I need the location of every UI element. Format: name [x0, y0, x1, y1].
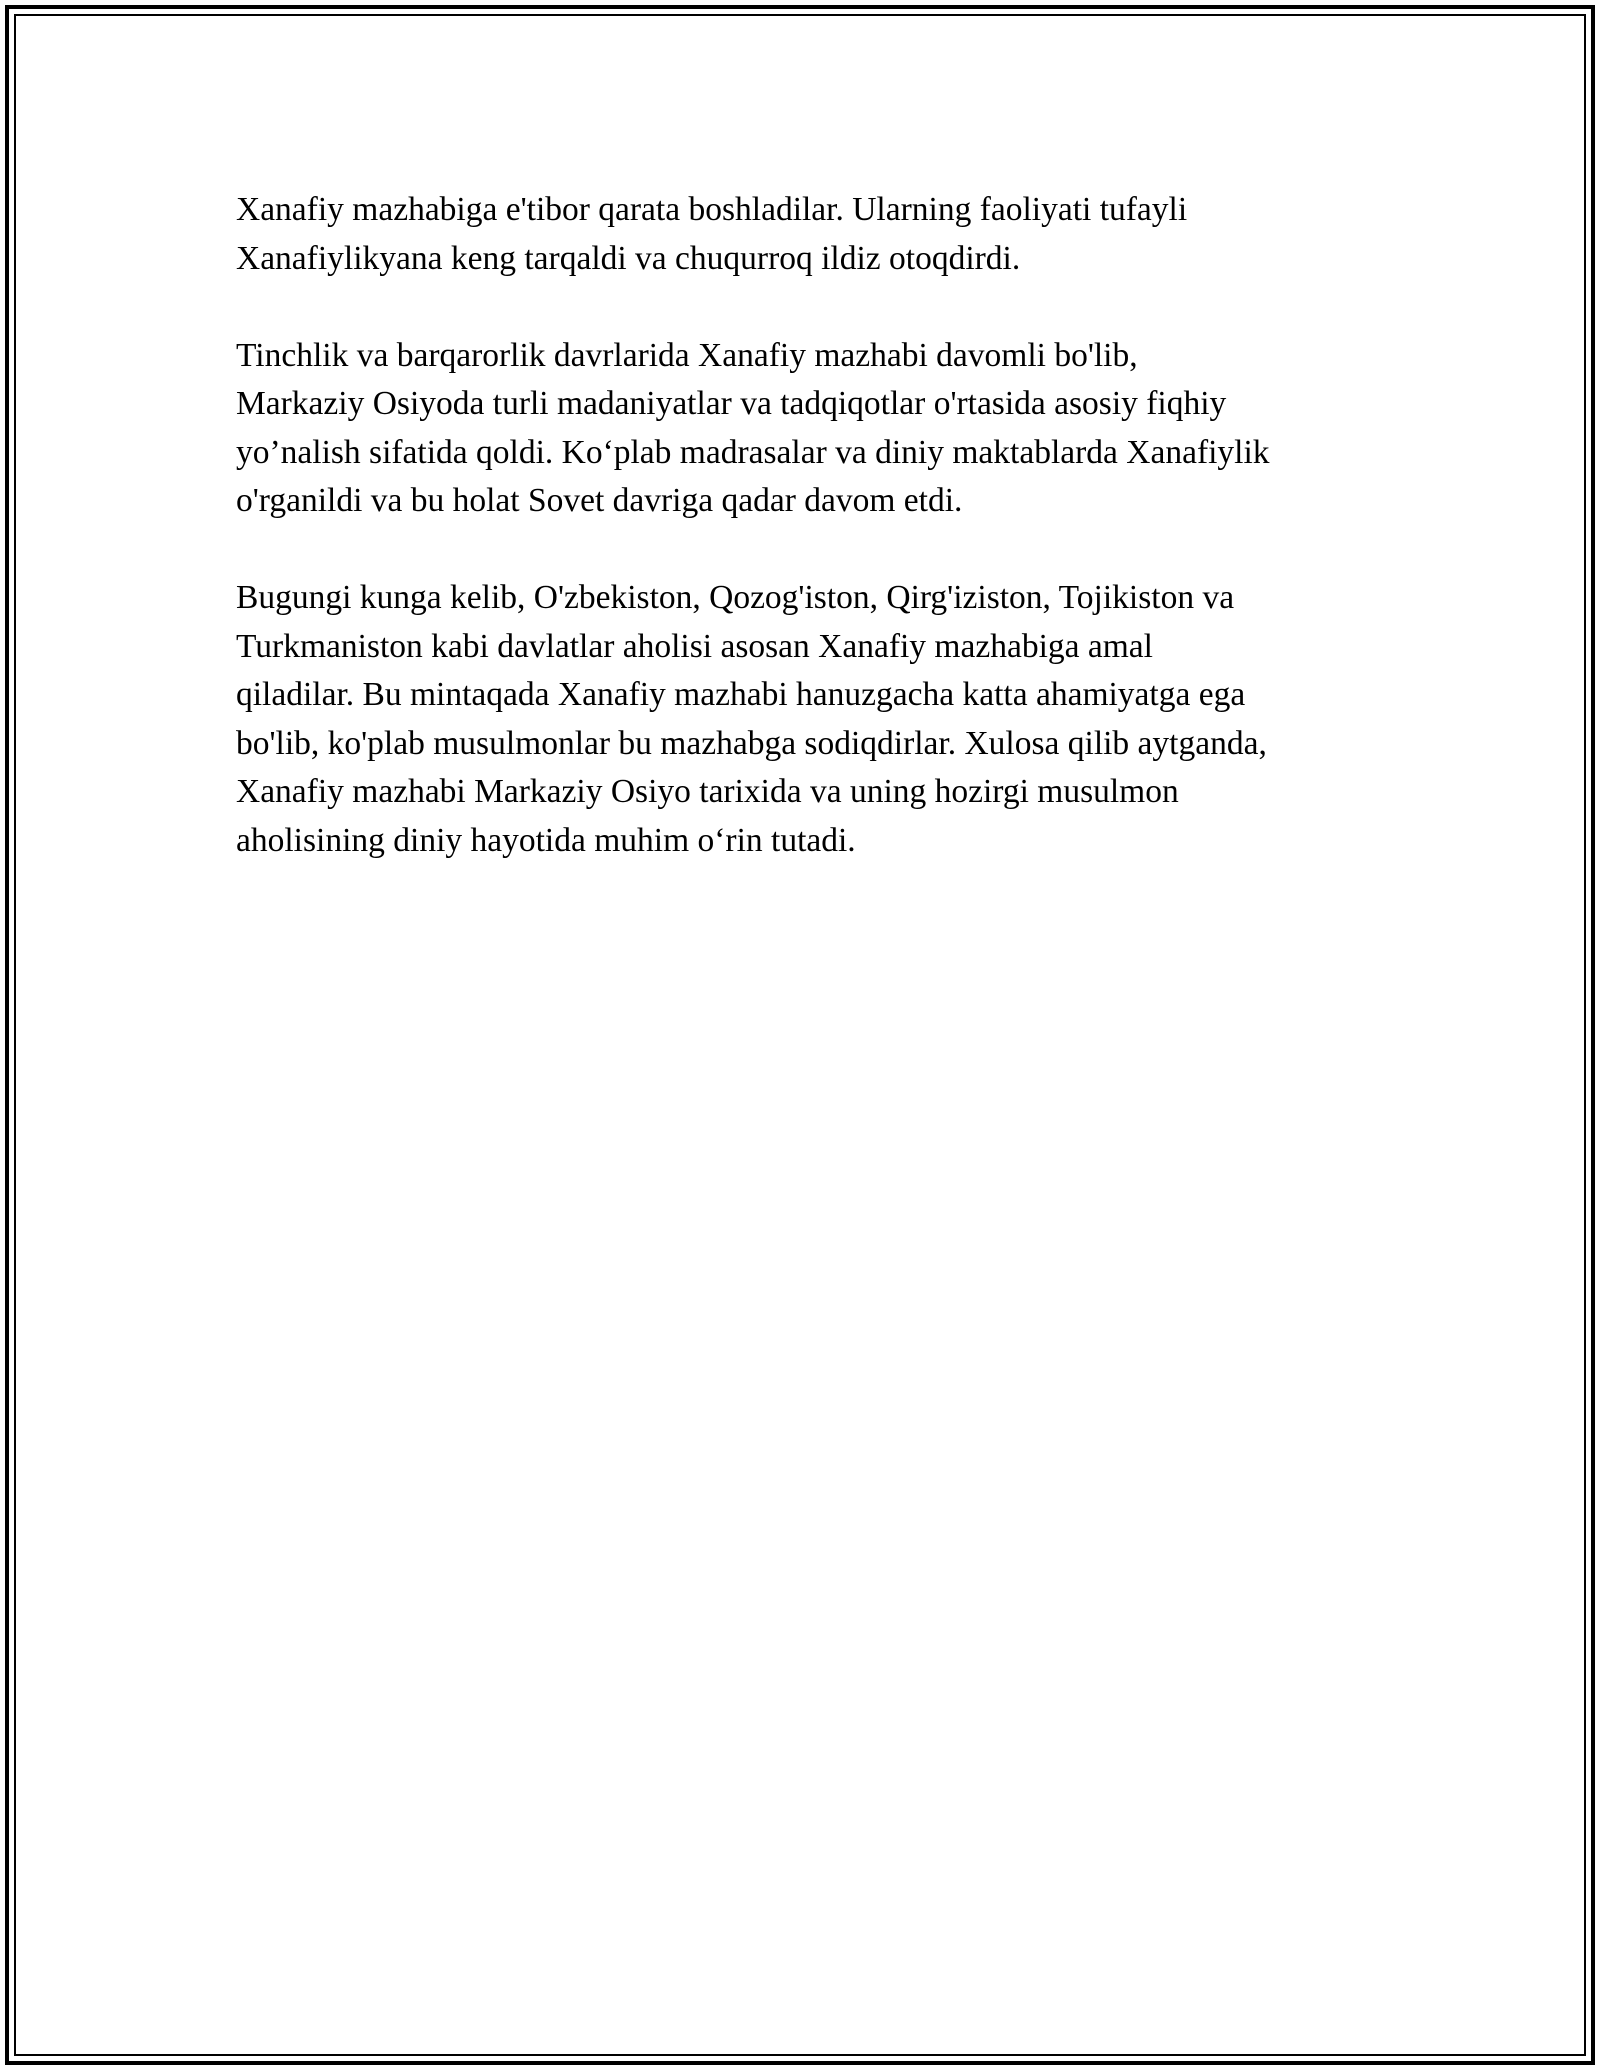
- paragraph-3: Bugungi kunga kelib, O'zbekiston, Qozog'iston, Qirg'iziston, Tojikiston va Turkmaniston kabi davlatlar aholisi asosan Xanafiy mazhabiga amal qiladilar. Bu mintaqada Xanafiy mazhabi hanuzgacha katta ahamiyatga ega bo'lib, ko'plab musulmonlar bu mazhabga sodiqdirlar. Xulosa qilib aytganda, Xanafiy mazhabi Markaziy Osiyo tarixida va uning hozirgi musulmon aholisining diniy hayotida muhim o‘rin tutadi.: [236, 579, 1267, 859]
- paragraph-1: Xanafiy mazhabiga e'tibor qarata boshladilar. Ularning faoliyati tufayli Xanafiylikyana keng tarqaldi va chuqurroq ildiz otoqdirdi.: [236, 191, 1188, 277]
- paragraph-2: Tinchlik va barqarorlik davrlarida Xanafiy mazhabi davomli bo'lib, Markaziy Osiyoda turli madaniyatlar va tadqiqotlar o'rtasida asosiy fiqhiy yo’nalish sifatida qoldi. Ko‘plab madrasalar va diniy maktablarda Xanafiylik o'rganildi va bu holat Sovet davriga qadar davom etdi.: [236, 336, 1270, 519]
- document-body: [236, 186, 1386, 914]
